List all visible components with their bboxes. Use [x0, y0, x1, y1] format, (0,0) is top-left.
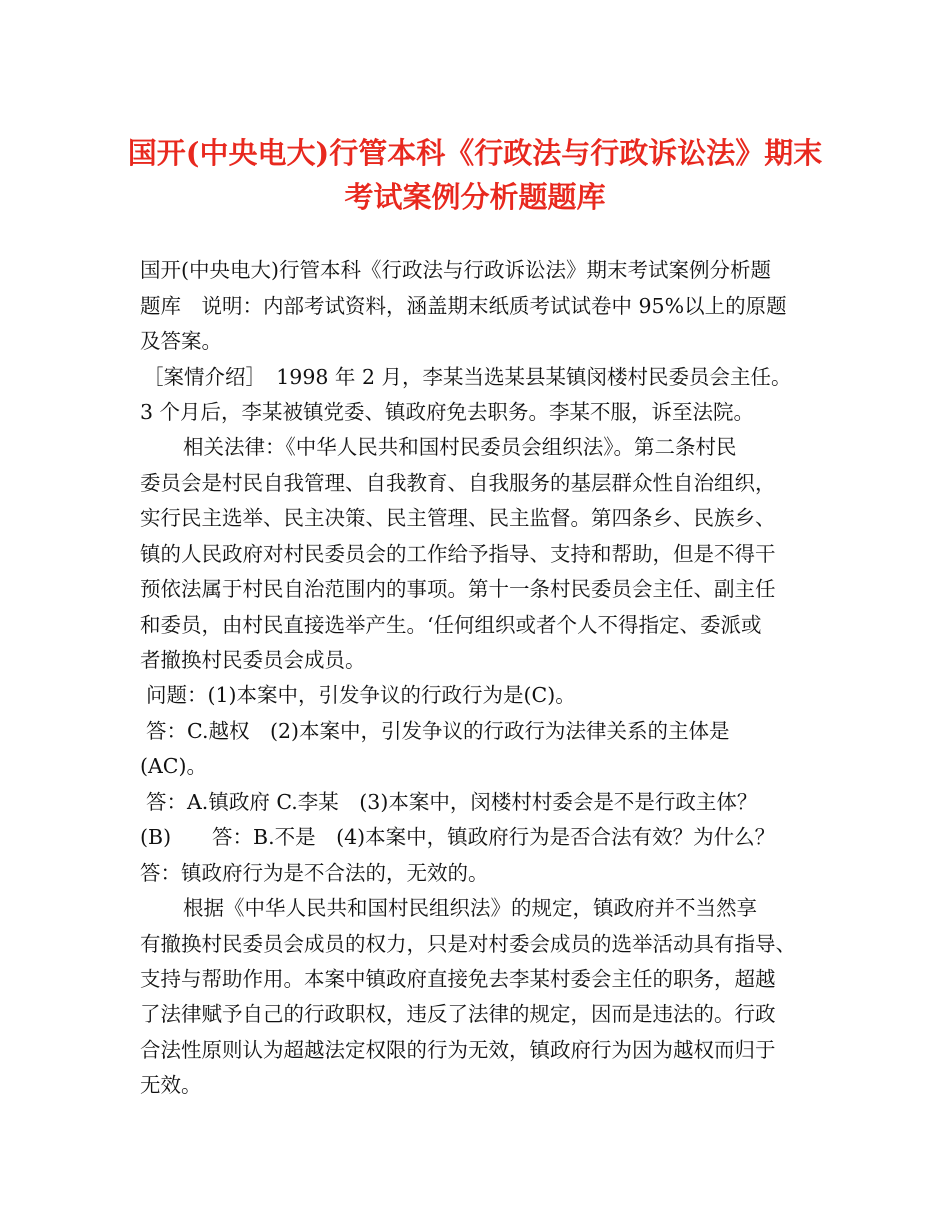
body-line-16: 答：A.镇政府 C.李某 (3)本案中，闵楼村村委会是不是行政主体？ [146, 790, 758, 814]
body-line-5: 3 个月后，李某被镇党委、镇政府免去职务。李某不服，诉至法院。 [140, 400, 755, 424]
body-line-8: 实行民主选举、民主决策、民主管理、民主监督。第四条乡、民族乡、 [140, 506, 776, 530]
body-line-1: 国开(中央电大)行管本科《行政法与行政诉讼法》期末考试案例分析题 [140, 258, 771, 282]
body-line-22: 了法律赋予自己的行政职权，违反了法律的规定，因而是违法的。行政 [140, 1002, 776, 1026]
body-line-7: 委员会是村民自我管理、自我教育、自我服务的基层群众性自治组织， [140, 471, 776, 495]
body-line-11: 和委员，由村民直接选举产生。‘任何组织或者个人不得指定、委派或 [140, 613, 762, 637]
document-title-line-1: 国开(中央电大)行管本科《行政法与行政诉讼法》期末 [127, 136, 823, 170]
body-line-4: ［案情介绍］ 1998 年 2 月，李某当选某县某镇闵楼村民委员会主任。 [143, 365, 792, 389]
body-line-18: 答：镇政府行为是不合法的，无效的。 [140, 861, 489, 885]
body-line-9: 镇的人民政府对村民委员会的工作给予指导、支持和帮助，但是不得干 [140, 542, 776, 566]
document-title-line-2: 考试案例分析题题库 [344, 180, 606, 214]
body-line-6: 相关法律：《中华人民共和国村民委员会组织法》。第二条村民 [183, 435, 737, 459]
body-line-2: 题库 说明：内部考试资料，涵盖期末纸质考试试卷中 95%以上的原题 [140, 294, 787, 318]
body-line-15: (AC)。 [140, 754, 207, 778]
body-line-10: 预依法属于村民自治范围内的事项。第十一条村民委员会主任、副主任 [140, 577, 776, 601]
body-line-20: 有撤换村民委员会成员的权力，只是对村委会成员的选举活动具有指导、 [140, 932, 796, 956]
body-line-24: 无效。 [140, 1073, 202, 1097]
body-line-13: 问题：(1)本案中，引发争议的行政行为是(C)。 [146, 683, 576, 707]
body-line-23: 合法性原则认为超越法定权限的行为无效，镇政府行为因为越权而归于 [140, 1038, 776, 1062]
body-line-12: 者撤换村民委员会成员。 [140, 648, 366, 672]
body-line-21: 支持与帮助作用。本案中镇政府直接免去李某村委会主任的职务，超越 [140, 967, 776, 991]
body-line-14: 答：C.越权 (2)本案中，引发争议的行政行为法律关系的主体是 [146, 719, 730, 743]
body-line-17: (B) 答：B.不是 (4)本案中，镇政府行为是否合法有效？为什么？ [140, 825, 776, 849]
body-line-3: 及答案。 [140, 329, 222, 353]
body-line-19: 根据《中华人民共和国村民组织法》的规定，镇政府并不当然享 [183, 896, 757, 920]
